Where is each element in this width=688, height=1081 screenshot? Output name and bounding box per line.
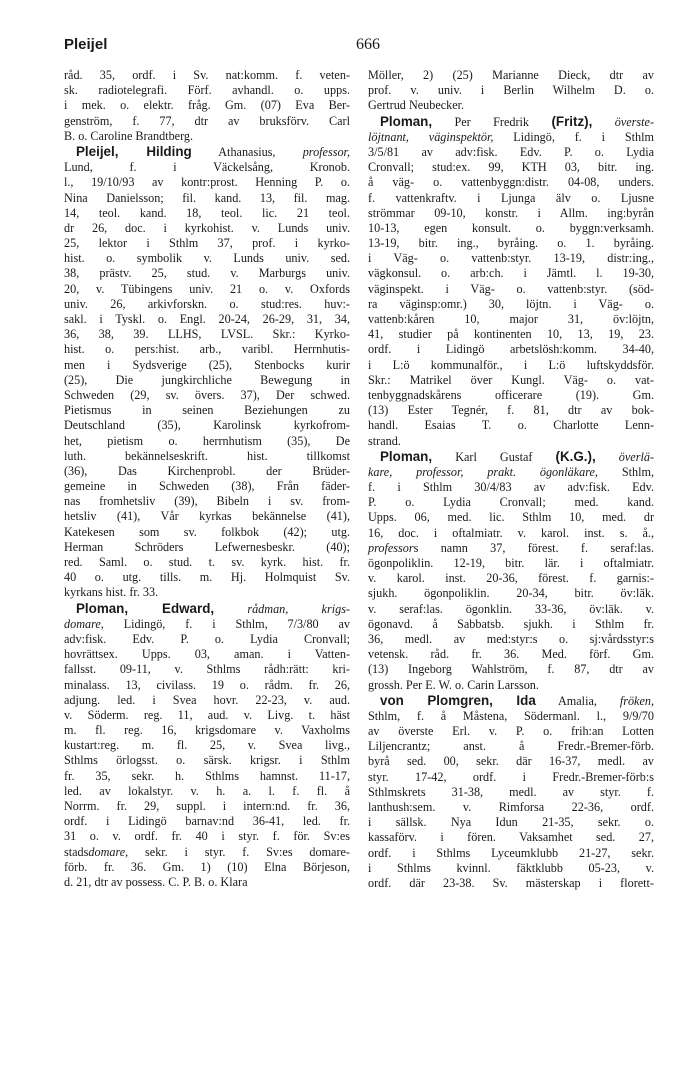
text-line: Norrm. fr. 29, suppl. i intern:nd. fr. 36, [64,799,350,813]
text-line: ögonavd. å Sabbatsb. sjukh. i Sthlm fr. [368,616,654,631]
text-line: Liljencrantz; anst. å Fredr.-Bremer-förb. [368,739,654,754]
text-line: 13-19, bitr. ing., byråing. o. 1. byråing. [368,236,654,251]
text-line: kare, professor, prakt. ögonläkare, Sthlm, [368,464,655,479]
text-line: hist. o. symbolik v. Lunds univ. sed. [64,251,350,266]
text-line: 3/5/81 av adv:fisk. Edv. P. o. Lydia [368,144,654,159]
text-line: 20, v. Tübingens univ. 21 o. v. Oxfords [64,281,350,296]
text-line: dr 26, doc. i kyrkohist. v. Lunds univ. [64,220,350,235]
text-line: i Väg- o. vattenb:styr. 13-19, distr:ing., [368,251,654,266]
text-line: råd. 35, ordf. i Sv. nat:komm. f. veten- [64,68,350,82]
text-line: f. i Sthlm 30/4/83 av adv:fisk. Edv. [368,480,654,495]
text-line: i sällsk. Nya Idun 21-35, sekr. o. [368,815,654,830]
text-line: grossh. Per E. W. o. Carin Larsson. [368,677,539,692]
text-line: 40 o. utg. tills. m. Hj. Holmquist Sv. [64,570,350,585]
text-line: d. 21, dtr av possess. C. P. B. o. Klara [64,874,248,889]
text-line: ordf. i Lidingö barnav:nd 36-41, led. fr. [64,814,350,829]
page-header [64,36,638,60]
text-line: vetensk. råd. fr. 36. Med. förf. Gm. [368,647,654,662]
text-line: adjung. led. i Svea hovr. 22-23, v. aud. [64,692,350,707]
text-line: Pietismus in seinen Beziehungen zu [64,403,350,418]
text-line: hovrättsex. Upps. 03, aman. i Vatten- [64,647,350,662]
text-line: Ploman, Per Fredrik (Fritz), överste- [380,113,655,129]
text-line: professors namn 37, förest. f. seraf:las. [368,540,654,555]
text-line: m. fl. reg. 16, krigsdomare v. Vaxholms [64,723,350,738]
text-line: stadsdomare, sekr. i styr. f. Sv:es domare- [64,844,350,859]
text-line: univ. 26, arkivforskn. o. stud:res. huv:- [64,296,350,311]
text-line: kassaförv. i fören. Vaksamhet sed. 27, [368,830,654,845]
text-line: ordf. i Sthlms Lyceumklubb 21-27, sekr. [368,845,654,860]
text-line: Sthlms örlogsst. o. särsk. krigsr. i Sthlm [64,753,350,768]
running-head: Pleijel [64,36,108,53]
text-line: Lund, f. i Väckelsång, Kronob. [64,160,350,175]
text-line: lanthush:sem. v. Rimforsa 22-36, ordf. [368,800,654,814]
text-line: het, pietism o. herrnhutism (35), De [64,433,350,448]
text-line: Katekesen som sv. folkbok (42); utg. [64,524,350,539]
text-line: löjtnant, väginspektör, Lidingö, f. i Sthlm [368,129,654,144]
text-line: P. o. Lydia Cronvall; med. kand. [368,495,654,510]
text-line: Skr.: Matrikel över Kungl. Väg- o. vat- [368,372,654,387]
text-line: strömmar 09-10, konstr. i Allm. ing:byrån [368,205,654,220]
text-line: styr. 17-42, ordf. i Fredr.-Bremer-förb:s [368,769,654,784]
text-line: sakl. i Tyskl. o. Engl. 20-24, 26-29, 31, 34, [64,312,350,326]
text-line: Upps. 06, med. lic. Sthlm 10, med. dr [368,510,654,525]
text-line: B. o. Caroline Brandtberg. [64,128,194,143]
text-line: v. karol. inst. 20-36, förest. f. garnis:- [368,571,654,586]
text-line: Deutschland (35), Karolinsk kyrkofrom- [64,418,350,433]
text-line: (25), Die jungkirchliche Bewegung in [64,372,350,387]
text-line: sjukh. ögonpoliklin. 20-34, bitr. öv:läk. [368,586,654,601]
text-line: red. Saml. o. stud. t. sv. kyrk. hist. fr. [64,555,350,569]
text-line: Herman Schröders Lefwernesbeskr. (40); [64,539,350,554]
text-line: ra väginsp:omr.) 30, löjtn. i Väg- o. [368,296,654,311]
text-line: 36, medl. av med:styr:s o. sj:vårdsstyr:s [368,631,654,646]
text-line: hetsliv (41), Vår kyrkas bekännelse (41), [64,509,350,524]
text-line: von Plomgren, Ida Amalia, fröken, [380,692,654,708]
text-line: byrå sed. 00, sekr. där 16-37, medl. av [368,754,654,769]
left-column [64,68,350,890]
text-line: prof. v. univ. i Berlin Wilhelm D. o. [368,83,654,98]
text-line: genström, f. 77, dtr av bruksförv. Carl [64,113,350,128]
text-line: Ploman, Karl Gustaf (K.G.), överlä- [380,448,654,464]
text-line: kustart:reg. m. fl. 25, v. Svea livg., [64,738,350,753]
text-line: Gertrud Neubecker. [368,98,465,113]
text-line: hist. o. pers:hist. arb., varibl. Herrnhutis- [64,342,350,357]
text-line: ordf. i Lidingö arbetslösh:komm. 34-40, [368,342,654,357]
text-line: vattenb:kåren 10, major 31, öv:löjtn, [368,312,654,326]
text-line: men i Sydsverige (25), Stenbocks kurir [64,357,350,372]
text-line: i Sthlms kvinnl. fäktklubb 05-23, v. [368,860,654,875]
text-line: Nina Danielsson; fil. kand. 13, fil. mag. [64,190,350,205]
text-line: 14, teol. kand. 18, teol. lic. 21 teol. [64,205,350,220]
text-line: ordf. där 23-38. Sv. mästerskap i florett- [368,875,654,890]
text-line: Sthlmskrets 31-38, medl. av styr. f. [368,784,654,799]
text-line: luth. bekännelseskrift. hist. tillkomst [64,448,350,463]
text-line: (13) Ingeborg Wahlström, f. 87, dtr av [368,662,654,677]
text-line: l., 19/10/93 av kontr:prost. Henning P. o. [64,175,350,190]
text-line: sk. radiotelegrafi. Förf. avhandl. o. upps. [64,83,350,98]
text-line: v. seraf:las. ögonklin. 33-36, öv:läk. v. [368,601,654,616]
text-line: Sthlm, f. å Måstena, Södermanl. l., 9/9/70 [368,708,654,723]
text-line: (36), Das Kirchenprobl. der Brüder- [64,463,350,478]
text-line: led. av lokalstyr. v. h. a. l. f. fl. å [64,783,350,798]
text-line: handl. Esaias T. o. Charlotte Lenn- [368,418,654,433]
text-line: Ploman, Edward, rådman, krigs- [76,600,350,616]
text-line: tenbyggnadskårens officerare (19). Gm. [368,387,654,402]
text-line: Cronvall; stud:ex. 99, KTH 03, bitr. ing. [368,160,654,175]
text-line: å väg- o. vattenbyggn:distr. 04-08, unders. [368,175,654,190]
text-line: domare, Lidingö, f. i Sthlm, 7/3/80 av [64,616,350,631]
text-line: fallsst. 09-11, v. Sthlms rådh:rätt: kri- [64,662,350,677]
text-line: nas fromhetsliv (39), Bibeln i sv. from- [64,494,350,509]
text-line: vägkonsul. o. arb:ch. i Jämtl. l. 19-30, [368,266,654,281]
text-line: 38, prästv. 25, stud. v. Marburgs univ. [64,266,350,281]
text-line: av överste Erl. v. P. o. frih:an Lotten [368,724,654,739]
text-line: minalass. 13, civilass. 19 o. rådm. fr. 26, [64,677,350,692]
text-line: adv:fisk. Edv. P. o. Lydia Cronvall; [64,631,350,646]
text-line: 41, studier på kontinenten 10, 13, 19, 23. [368,327,654,342]
text-line: Pleijel, Hilding Athanasius, professor, [76,143,350,159]
text-line: f. vattenkraftv. i Ljunga älv o. Ljusne [368,190,654,205]
text-line: v. Söderm. reg. 11, aud. v. Livg. t. häst [64,707,350,722]
text-line: gemeine in Schweden (38), Från fäder- [64,479,350,494]
page-number: 666 [356,36,380,53]
text-line: 31 o. v. ordf. fr. 40 i styr. f. för. Sv:es [64,829,350,844]
text-line: strand. [368,433,401,448]
text-line: kyrkans hist. fr. 33. [64,585,159,600]
text-line: Schweden (29, sv. övers. 37), Der schwed. [64,387,350,402]
right-column [368,68,654,891]
text-line: förb. fr. 36. Gm. 1) (10) Elna Börjeson, [64,859,350,874]
text-line: väginspekt. i Väg- o. vattenb:styr. (söd- [368,281,654,296]
text-line: 10-13, egen konsult. o. byggn:verksamh. [368,220,654,235]
text-line: ögonpoliklin. 12-19, bitr. lär. i oftalmiatr. [368,556,654,570]
text-line: 36, 38, 39. LLHS, LVSL. Skr.: Kyrko- [64,327,350,342]
text-line: i mek. o. elektr. fråg. Gm. (07) Eva Ber- [64,98,350,113]
text-line: (13) Ester Tegnér, f. 81, dtr av bok- [368,403,654,418]
text-line: Möller, 2) (25) Marianne Dieck, dtr av [368,68,654,82]
text-line: i L:ö kommunalför., i L:ö luftskyddsför. [368,357,654,372]
text-line: 16, doc. i oftalmiatr. v. karol. inst. s. å., [368,525,654,540]
text-line: fr. 35, sekr. h. Sthlms hamnst. 11-17, [64,768,350,783]
text-line: 25, lektor i Sthlm 37, prof. i kyrko- [64,236,350,251]
